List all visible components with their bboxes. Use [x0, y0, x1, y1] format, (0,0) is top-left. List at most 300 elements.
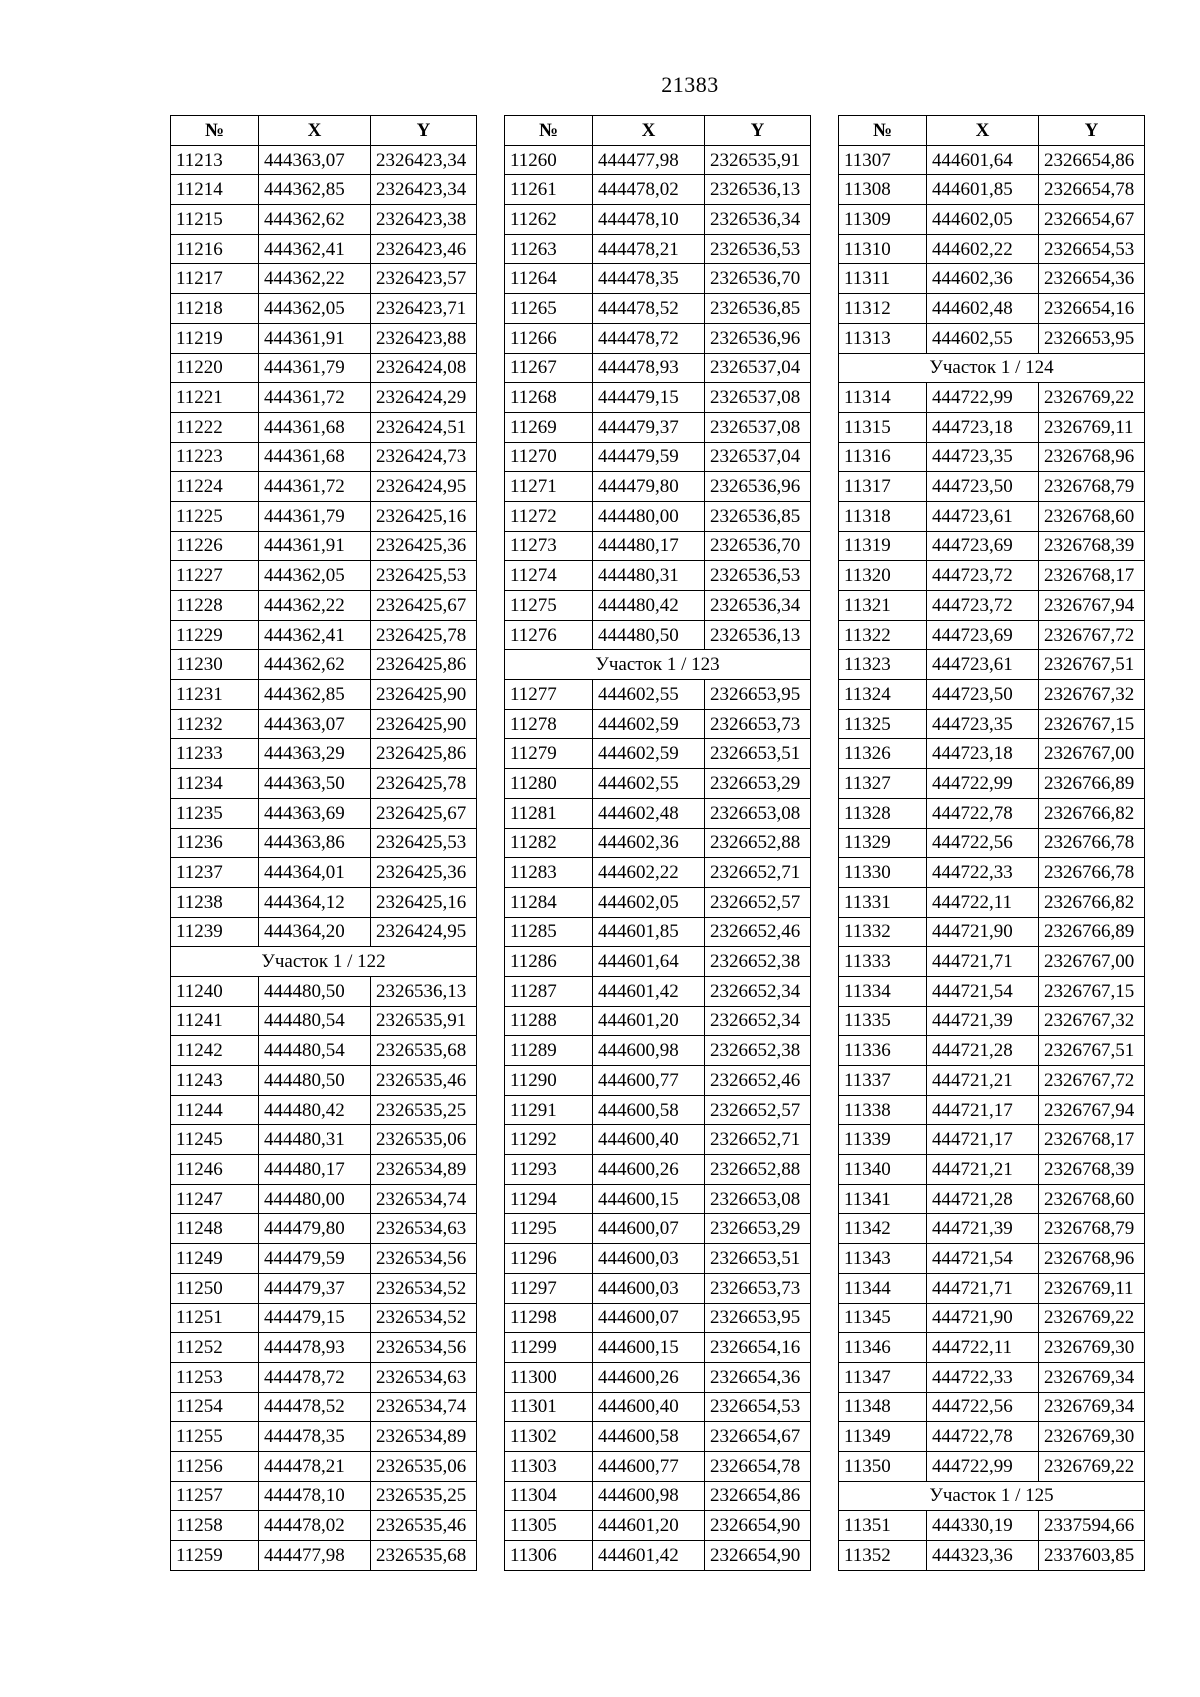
y-coordinate: 2326535,91	[705, 145, 811, 175]
table-row	[839, 917, 1145, 947]
table-row	[839, 1451, 1145, 1481]
coordinate-table-2	[504, 115, 811, 1571]
point-number: 11348	[839, 1392, 927, 1422]
header-number: №	[505, 116, 593, 146]
x-coordinate: 444601,64	[927, 145, 1039, 175]
x-coordinate: 444478,35	[259, 1422, 371, 1452]
point-number: 11326	[839, 739, 927, 769]
point-number: 11333	[839, 947, 927, 977]
x-coordinate: 444600,07	[593, 1303, 705, 1333]
y-coordinate: 2326423,71	[371, 294, 477, 324]
table-row	[171, 1036, 477, 1066]
x-coordinate: 444722,33	[927, 1362, 1039, 1392]
y-coordinate: 2326536,85	[705, 501, 811, 531]
point-number: 11282	[505, 828, 593, 858]
point-number: 11351	[839, 1511, 927, 1541]
table-row	[505, 264, 811, 294]
table-row	[839, 680, 1145, 710]
x-coordinate: 444723,69	[927, 531, 1039, 561]
table-row	[171, 1511, 477, 1541]
point-number: 11279	[505, 739, 593, 769]
x-coordinate: 444600,77	[593, 1451, 705, 1481]
x-coordinate: 444478,93	[593, 353, 705, 383]
x-coordinate: 444480,50	[593, 620, 705, 650]
table-row	[171, 442, 477, 472]
y-coordinate: 2326769,34	[1039, 1362, 1145, 1392]
table-row	[505, 1303, 811, 1333]
point-number: 11224	[171, 472, 259, 502]
x-coordinate: 444478,10	[593, 205, 705, 235]
coordinate-table-1	[170, 115, 477, 1571]
table-row	[171, 1125, 477, 1155]
y-coordinate: 2326534,63	[371, 1214, 477, 1244]
x-coordinate: 444361,68	[259, 442, 371, 472]
x-coordinate: 444600,98	[593, 1036, 705, 1066]
point-number: 11262	[505, 205, 593, 235]
x-coordinate: 444480,50	[259, 976, 371, 1006]
y-coordinate: 2326536,85	[705, 294, 811, 324]
x-coordinate: 444480,17	[259, 1155, 371, 1185]
point-number: 11349	[839, 1422, 927, 1452]
point-number: 11352	[839, 1541, 927, 1571]
x-coordinate: 444362,22	[259, 591, 371, 621]
x-coordinate: 444362,62	[259, 650, 371, 680]
table-row	[839, 1392, 1145, 1422]
y-coordinate: 2326534,56	[371, 1244, 477, 1274]
point-number: 11284	[505, 887, 593, 917]
point-number: 11227	[171, 561, 259, 591]
x-coordinate: 444721,71	[927, 1273, 1039, 1303]
table-row	[839, 145, 1145, 175]
y-coordinate: 2326535,06	[371, 1125, 477, 1155]
table-row	[171, 531, 477, 561]
y-coordinate: 2326767,15	[1039, 709, 1145, 739]
y-coordinate: 2326654,36	[1039, 264, 1145, 294]
table-row	[839, 650, 1145, 680]
y-coordinate: 2326535,46	[371, 1511, 477, 1541]
table-row	[505, 1362, 811, 1392]
point-number: 11250	[171, 1273, 259, 1303]
point-number: 11321	[839, 591, 927, 621]
point-number: 11286	[505, 947, 593, 977]
y-coordinate: 2326536,34	[705, 591, 811, 621]
y-coordinate: 2326536,70	[705, 264, 811, 294]
x-coordinate: 444600,40	[593, 1392, 705, 1422]
y-coordinate: 2326652,34	[705, 976, 811, 1006]
x-coordinate: 444721,28	[927, 1036, 1039, 1066]
point-number: 11287	[505, 976, 593, 1006]
table-row	[171, 472, 477, 502]
point-number: 11299	[505, 1333, 593, 1363]
table-row	[171, 1481, 477, 1511]
x-coordinate: 444479,59	[259, 1244, 371, 1274]
point-number: 11313	[839, 323, 927, 353]
y-coordinate: 2326534,56	[371, 1333, 477, 1363]
coordinate-table-3	[838, 115, 1145, 1571]
table-row	[839, 1066, 1145, 1096]
point-number: 11307	[839, 145, 927, 175]
table-row	[505, 145, 811, 175]
point-number: 11218	[171, 294, 259, 324]
y-coordinate: 2326652,57	[705, 887, 811, 917]
x-coordinate: 444362,22	[259, 264, 371, 294]
y-coordinate: 2326653,95	[1039, 323, 1145, 353]
y-coordinate: 2326769,22	[1039, 1303, 1145, 1333]
table-row	[839, 234, 1145, 264]
point-number: 11305	[505, 1511, 593, 1541]
x-coordinate: 444479,15	[259, 1303, 371, 1333]
point-number: 11245	[171, 1125, 259, 1155]
table-row	[839, 501, 1145, 531]
table-row	[505, 1333, 811, 1363]
y-coordinate: 2326654,78	[1039, 175, 1145, 205]
x-coordinate: 444478,02	[259, 1511, 371, 1541]
y-coordinate: 2326537,04	[705, 442, 811, 472]
y-coordinate: 2326534,52	[371, 1273, 477, 1303]
point-number: 11315	[839, 412, 927, 442]
table-row	[171, 680, 477, 710]
y-coordinate: 2326767,51	[1039, 1036, 1145, 1066]
point-number: 11259	[171, 1541, 259, 1571]
x-coordinate: 444323,36	[927, 1541, 1039, 1571]
x-coordinate: 444600,77	[593, 1066, 705, 1096]
point-number: 11236	[171, 828, 259, 858]
point-number: 11302	[505, 1422, 593, 1452]
point-number: 11285	[505, 917, 593, 947]
x-coordinate: 444721,17	[927, 1095, 1039, 1125]
x-coordinate: 444600,26	[593, 1155, 705, 1185]
point-number: 11217	[171, 264, 259, 294]
point-number: 11214	[171, 175, 259, 205]
y-coordinate: 2326652,71	[705, 858, 811, 888]
x-coordinate: 444723,72	[927, 591, 1039, 621]
x-coordinate: 444602,36	[593, 828, 705, 858]
x-coordinate: 444479,15	[593, 383, 705, 413]
x-coordinate: 444600,40	[593, 1125, 705, 1155]
table-row	[505, 828, 811, 858]
y-coordinate: 2326653,51	[705, 1244, 811, 1274]
y-coordinate: 2326534,89	[371, 1155, 477, 1185]
table-row	[839, 1273, 1145, 1303]
table-row	[505, 1036, 811, 1066]
point-number: 11294	[505, 1184, 593, 1214]
table-row	[505, 531, 811, 561]
table-row	[505, 1184, 811, 1214]
point-number: 11314	[839, 383, 927, 413]
x-coordinate: 444602,36	[927, 264, 1039, 294]
y-coordinate: 2326534,63	[371, 1362, 477, 1392]
y-coordinate: 2326425,78	[371, 769, 477, 799]
x-coordinate: 444722,11	[927, 1333, 1039, 1363]
y-coordinate: 2326536,96	[705, 323, 811, 353]
table-row	[505, 175, 811, 205]
y-coordinate: 2326652,38	[705, 1036, 811, 1066]
point-number: 11238	[171, 887, 259, 917]
point-number: 11319	[839, 531, 927, 561]
y-coordinate: 2326535,25	[371, 1481, 477, 1511]
x-coordinate: 444722,78	[927, 1422, 1039, 1452]
x-coordinate: 444361,91	[259, 323, 371, 353]
x-coordinate: 444722,33	[927, 858, 1039, 888]
point-number: 11317	[839, 472, 927, 502]
table-row	[171, 561, 477, 591]
x-coordinate: 444600,07	[593, 1214, 705, 1244]
x-coordinate: 444601,85	[593, 917, 705, 947]
table-row	[839, 1095, 1145, 1125]
table-row	[839, 412, 1145, 442]
point-number: 11220	[171, 353, 259, 383]
x-coordinate: 444723,18	[927, 739, 1039, 769]
table-row	[505, 591, 811, 621]
x-coordinate: 444480,00	[259, 1184, 371, 1214]
section-title: Участок 1 / 124	[839, 353, 1145, 383]
y-coordinate: 2326536,34	[705, 205, 811, 235]
x-coordinate: 444479,37	[259, 1273, 371, 1303]
x-coordinate: 444721,28	[927, 1184, 1039, 1214]
table-row	[505, 294, 811, 324]
table-row	[171, 769, 477, 799]
point-number: 11318	[839, 501, 927, 531]
table-row	[505, 442, 811, 472]
point-number: 11274	[505, 561, 593, 591]
table-row	[171, 1362, 477, 1392]
table-row	[505, 620, 811, 650]
table-row	[171, 294, 477, 324]
table-row	[505, 798, 811, 828]
table-row	[505, 1095, 811, 1125]
y-coordinate: 2326768,60	[1039, 501, 1145, 531]
point-number: 11246	[171, 1155, 259, 1185]
point-number: 11237	[171, 858, 259, 888]
x-coordinate: 444723,18	[927, 412, 1039, 442]
point-number: 11325	[839, 709, 927, 739]
x-coordinate: 444330,19	[927, 1511, 1039, 1541]
table-row	[839, 1244, 1145, 1274]
x-coordinate: 444722,99	[927, 1451, 1039, 1481]
x-coordinate: 444600,15	[593, 1333, 705, 1363]
x-coordinate: 444480,54	[259, 1036, 371, 1066]
point-number: 11229	[171, 620, 259, 650]
y-coordinate: 2326767,72	[1039, 620, 1145, 650]
point-number: 11291	[505, 1095, 593, 1125]
table-row	[171, 709, 477, 739]
y-coordinate: 2326653,73	[705, 1273, 811, 1303]
y-coordinate: 2326652,88	[705, 1155, 811, 1185]
x-coordinate: 444721,17	[927, 1125, 1039, 1155]
x-coordinate: 444362,85	[259, 175, 371, 205]
y-coordinate: 2326536,13	[371, 976, 477, 1006]
y-coordinate: 2326425,53	[371, 828, 477, 858]
point-number: 11253	[171, 1362, 259, 1392]
y-coordinate: 2326425,36	[371, 858, 477, 888]
point-number: 11328	[839, 798, 927, 828]
table-row	[505, 472, 811, 502]
table-row	[505, 205, 811, 235]
point-number: 11347	[839, 1362, 927, 1392]
y-coordinate: 2326766,78	[1039, 828, 1145, 858]
table-row	[171, 591, 477, 621]
y-coordinate: 2326537,04	[705, 353, 811, 383]
x-coordinate: 444721,39	[927, 1214, 1039, 1244]
y-coordinate: 2326654,90	[705, 1511, 811, 1541]
table-row	[505, 1392, 811, 1422]
x-coordinate: 444361,68	[259, 412, 371, 442]
x-coordinate: 444721,90	[927, 1303, 1039, 1333]
x-coordinate: 444601,64	[593, 947, 705, 977]
table-row	[839, 1422, 1145, 1452]
x-coordinate: 444722,99	[927, 769, 1039, 799]
point-number: 11350	[839, 1451, 927, 1481]
y-coordinate: 2326534,74	[371, 1184, 477, 1214]
x-coordinate: 444480,50	[259, 1066, 371, 1096]
point-number: 11247	[171, 1184, 259, 1214]
table-row	[839, 858, 1145, 888]
x-coordinate: 444600,58	[593, 1422, 705, 1452]
point-number: 11276	[505, 620, 593, 650]
table-row	[171, 234, 477, 264]
table-row	[839, 709, 1145, 739]
table-row	[505, 1214, 811, 1244]
y-coordinate: 2326769,34	[1039, 1392, 1145, 1422]
point-number: 11222	[171, 412, 259, 442]
y-coordinate: 2326768,79	[1039, 472, 1145, 502]
point-number: 11281	[505, 798, 593, 828]
point-number: 11232	[171, 709, 259, 739]
x-coordinate: 444480,31	[259, 1125, 371, 1155]
point-number: 11275	[505, 591, 593, 621]
point-number: 11340	[839, 1155, 927, 1185]
table-header-row	[839, 116, 1145, 146]
point-number: 11273	[505, 531, 593, 561]
point-number: 11221	[171, 383, 259, 413]
table-row	[171, 1184, 477, 1214]
point-number: 11288	[505, 1006, 593, 1036]
point-number: 11260	[505, 145, 593, 175]
point-number: 11308	[839, 175, 927, 205]
point-number: 11213	[171, 145, 259, 175]
point-number: 11300	[505, 1362, 593, 1392]
y-coordinate: 2326767,72	[1039, 1066, 1145, 1096]
table-row	[505, 769, 811, 799]
y-coordinate: 2326536,70	[705, 531, 811, 561]
x-coordinate: 444721,71	[927, 947, 1039, 977]
point-number: 11324	[839, 680, 927, 710]
x-coordinate: 444723,35	[927, 442, 1039, 472]
table-header-row	[505, 116, 811, 146]
point-number: 11272	[505, 501, 593, 531]
x-coordinate: 444722,11	[927, 887, 1039, 917]
table-row	[839, 769, 1145, 799]
table-row	[839, 323, 1145, 353]
y-coordinate: 2326536,13	[705, 175, 811, 205]
y-coordinate: 2326424,95	[371, 917, 477, 947]
y-coordinate: 2326769,11	[1039, 1273, 1145, 1303]
y-coordinate: 2326769,30	[1039, 1422, 1145, 1452]
x-coordinate: 444723,72	[927, 561, 1039, 591]
point-number: 11235	[171, 798, 259, 828]
point-number: 11312	[839, 294, 927, 324]
table-row	[839, 1303, 1145, 1333]
y-coordinate: 2326769,30	[1039, 1333, 1145, 1363]
table-row	[839, 472, 1145, 502]
point-number: 11289	[505, 1036, 593, 1066]
y-coordinate: 2326654,53	[1039, 234, 1145, 264]
table-row	[505, 412, 811, 442]
point-number: 11223	[171, 442, 259, 472]
point-number: 11345	[839, 1303, 927, 1333]
y-coordinate: 2326766,78	[1039, 858, 1145, 888]
point-number: 11251	[171, 1303, 259, 1333]
y-coordinate: 2326537,08	[705, 412, 811, 442]
x-coordinate: 444361,72	[259, 383, 371, 413]
x-coordinate: 444480,31	[593, 561, 705, 591]
x-coordinate: 444723,50	[927, 680, 1039, 710]
y-coordinate: 2326424,08	[371, 353, 477, 383]
point-number: 11225	[171, 501, 259, 531]
point-number: 11296	[505, 1244, 593, 1274]
y-coordinate: 2326425,90	[371, 680, 477, 710]
header-x: X	[927, 116, 1039, 146]
header-x: X	[593, 116, 705, 146]
point-number: 11240	[171, 976, 259, 1006]
table-row	[171, 1155, 477, 1185]
point-number: 11293	[505, 1155, 593, 1185]
x-coordinate: 444602,22	[927, 234, 1039, 264]
y-coordinate: 2326654,86	[705, 1481, 811, 1511]
point-number: 11306	[505, 1541, 593, 1571]
table-row	[171, 1303, 477, 1333]
table-row	[171, 264, 477, 294]
table-row	[171, 650, 477, 680]
table-row	[839, 1184, 1145, 1214]
x-coordinate: 444722,78	[927, 798, 1039, 828]
x-coordinate: 444601,20	[593, 1006, 705, 1036]
section-row	[171, 947, 477, 977]
point-number: 11310	[839, 234, 927, 264]
y-coordinate: 2326423,38	[371, 205, 477, 235]
point-number: 11263	[505, 234, 593, 264]
table-row	[171, 917, 477, 947]
x-coordinate: 444480,42	[259, 1095, 371, 1125]
table-row	[839, 887, 1145, 917]
y-coordinate: 2326768,39	[1039, 531, 1145, 561]
x-coordinate: 444602,55	[593, 680, 705, 710]
x-coordinate: 444478,72	[259, 1362, 371, 1392]
table-row	[839, 1125, 1145, 1155]
header-y: Y	[1039, 116, 1145, 146]
x-coordinate: 444479,59	[593, 442, 705, 472]
header-y: Y	[705, 116, 811, 146]
table-row	[171, 412, 477, 442]
y-coordinate: 2326535,91	[371, 1006, 477, 1036]
table-row	[171, 501, 477, 531]
y-coordinate: 2337603,85	[1039, 1541, 1145, 1571]
x-coordinate: 444601,85	[927, 175, 1039, 205]
x-coordinate: 444721,21	[927, 1155, 1039, 1185]
table-row	[505, 1273, 811, 1303]
y-coordinate: 2326654,16	[1039, 294, 1145, 324]
y-coordinate: 2326767,94	[1039, 1095, 1145, 1125]
y-coordinate: 2326423,34	[371, 175, 477, 205]
point-number: 11332	[839, 917, 927, 947]
table-row	[839, 205, 1145, 235]
y-coordinate: 2326768,17	[1039, 1125, 1145, 1155]
table-row	[839, 620, 1145, 650]
x-coordinate: 444600,15	[593, 1184, 705, 1214]
point-number: 11265	[505, 294, 593, 324]
y-coordinate: 2326652,88	[705, 828, 811, 858]
x-coordinate: 444363,07	[259, 145, 371, 175]
